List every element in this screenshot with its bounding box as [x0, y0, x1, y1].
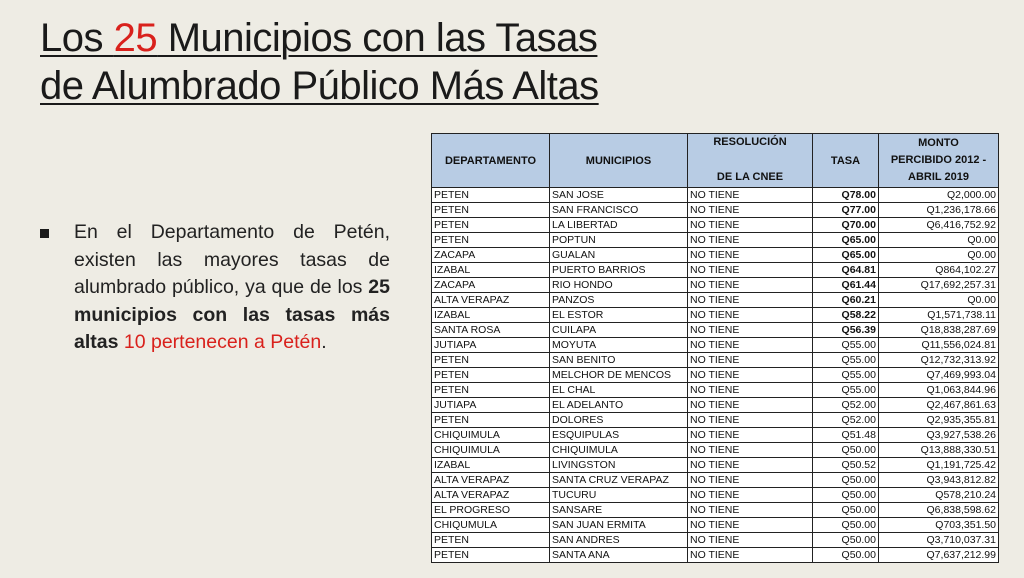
cell-departamento: JUTIAPA [432, 398, 550, 413]
header-resolucion: RESOLUCIÓN DE LA CNEE [688, 134, 813, 188]
table-row [432, 278, 999, 293]
slide-title [40, 14, 599, 110]
cell-departamento: IZABAL [432, 458, 550, 473]
cell-departamento: IZABAL [432, 308, 550, 323]
cell-resolucion: NO TIENE [688, 518, 813, 533]
cell-monto: Q18,838,287.69 [879, 323, 999, 338]
cell-monto: Q12,732,313.92 [879, 353, 999, 368]
cell-municipio: SAN ANDRES [550, 533, 688, 548]
title-line1-rest: Municipios con las Tasas [157, 16, 598, 60]
table-row [432, 353, 999, 368]
cell-municipio: ESQUIPULAS [550, 428, 688, 443]
cell-tasa: Q65.00 [813, 233, 879, 248]
cell-tasa: Q52.00 [813, 398, 879, 413]
cell-resolucion: NO TIENE [688, 503, 813, 518]
cell-departamento: IZABAL [432, 263, 550, 278]
cell-monto: Q3,927,538.26 [879, 428, 999, 443]
cell-departamento: PETEN [432, 383, 550, 398]
cell-monto: Q1,063,844.96 [879, 383, 999, 398]
cell-departamento: CHIQUIMULA [432, 443, 550, 458]
cell-municipio: CUILAPA [550, 323, 688, 338]
cell-tasa: Q78.00 [813, 188, 879, 203]
cell-tasa: Q50.00 [813, 518, 879, 533]
cell-municipio: EL ADELANTO [550, 398, 688, 413]
cell-departamento: PETEN [432, 533, 550, 548]
cell-monto: Q703,351.50 [879, 518, 999, 533]
cell-departamento: PETEN [432, 413, 550, 428]
cell-municipio: LA LIBERTAD [550, 218, 688, 233]
cell-departamento: PETEN [432, 218, 550, 233]
cell-tasa: Q55.00 [813, 338, 879, 353]
cell-monto: Q6,838,598.62 [879, 503, 999, 518]
cell-resolucion: NO TIENE [688, 428, 813, 443]
cell-municipio: MELCHOR DE MENCOS [550, 368, 688, 383]
cell-monto: Q6,416,752.92 [879, 218, 999, 233]
cell-monto: Q0.00 [879, 233, 999, 248]
table-row [432, 518, 999, 533]
cell-resolucion: NO TIENE [688, 323, 813, 338]
cell-departamento: PETEN [432, 548, 550, 563]
table-row [432, 398, 999, 413]
cell-departamento: CHIQUIMULA [432, 428, 550, 443]
table-row [432, 533, 999, 548]
cell-monto: Q864,102.27 [879, 263, 999, 278]
cell-departamento: SANTA ROSA [432, 323, 550, 338]
cell-monto: Q2,000.00 [879, 188, 999, 203]
cell-tasa: Q50.00 [813, 533, 879, 548]
cell-tasa: Q56.39 [813, 323, 879, 338]
table-row [432, 323, 999, 338]
table-row [432, 428, 999, 443]
cell-monto: Q578,210.24 [879, 488, 999, 503]
municipios-table [431, 133, 999, 563]
cell-monto: Q17,692,257.31 [879, 278, 999, 293]
cell-resolucion: NO TIENE [688, 443, 813, 458]
cell-resolucion: NO TIENE [688, 248, 813, 263]
table-row [432, 203, 999, 218]
table-row [432, 218, 999, 233]
cell-resolucion: NO TIENE [688, 458, 813, 473]
cell-municipio: SANSARE [550, 503, 688, 518]
bullet-end: . [321, 331, 327, 353]
table-row [432, 248, 999, 263]
cell-monto: Q2,467,861.63 [879, 398, 999, 413]
cell-resolucion: NO TIENE [688, 263, 813, 278]
cell-tasa: Q60.21 [813, 293, 879, 308]
cell-municipio: POPTUN [550, 233, 688, 248]
cell-monto: Q0.00 [879, 248, 999, 263]
cell-municipio: DOLORES [550, 413, 688, 428]
cell-monto: Q1,571,738.11 [879, 308, 999, 323]
cell-departamento: PETEN [432, 188, 550, 203]
cell-monto: Q3,943,812.82 [879, 473, 999, 488]
cell-monto: Q3,710,037.31 [879, 533, 999, 548]
cell-tasa: Q70.00 [813, 218, 879, 233]
table-row [432, 383, 999, 398]
cell-resolucion: NO TIENE [688, 398, 813, 413]
cell-tasa: Q77.00 [813, 203, 879, 218]
table-row [432, 263, 999, 278]
cell-municipio: PANZOS [550, 293, 688, 308]
cell-municipio: LIVINGSTON [550, 458, 688, 473]
bullet-bold-text: municipios con las tasas más altas [74, 303, 390, 353]
cell-resolucion: NO TIENE [688, 353, 813, 368]
cell-municipio: MOYUTA [550, 338, 688, 353]
cell-departamento: ALTA VERAPAZ [432, 473, 550, 488]
cell-monto: Q0.00 [879, 293, 999, 308]
cell-municipio: TUCURU [550, 488, 688, 503]
title-highlight-number: 25 [113, 16, 158, 60]
cell-municipio: SANTA ANA [550, 548, 688, 563]
bullet-bold-number: 25 [368, 276, 390, 298]
cell-departamento: PETEN [432, 203, 550, 218]
cell-tasa: Q52.00 [813, 413, 879, 428]
cell-tasa: Q50.00 [813, 503, 879, 518]
cell-monto: Q7,637,212.99 [879, 548, 999, 563]
cell-tasa: Q55.00 [813, 368, 879, 383]
cell-monto: Q1,236,178.66 [879, 203, 999, 218]
cell-tasa: Q50.00 [813, 488, 879, 503]
cell-monto: Q13,888,330.51 [879, 443, 999, 458]
cell-resolucion: NO TIENE [688, 383, 813, 398]
bullet-square-icon [40, 229, 49, 238]
cell-resolucion: NO TIENE [688, 218, 813, 233]
cell-municipio: EL CHAL [550, 383, 688, 398]
table-row [432, 458, 999, 473]
table-row [432, 338, 999, 353]
cell-tasa: Q51.48 [813, 428, 879, 443]
cell-departamento: PETEN [432, 353, 550, 368]
cell-departamento: PETEN [432, 368, 550, 383]
cell-resolucion: NO TIENE [688, 488, 813, 503]
cell-departamento: ZACAPA [432, 278, 550, 293]
cell-departamento: JUTIAPA [432, 338, 550, 353]
table-row [432, 488, 999, 503]
table-row [432, 548, 999, 563]
cell-municipio: EL ESTOR [550, 308, 688, 323]
table-row [432, 503, 999, 518]
cell-municipio: SAN JUAN ERMITA [550, 518, 688, 533]
cell-tasa: Q64.81 [813, 263, 879, 278]
cell-departamento: PETEN [432, 233, 550, 248]
cell-tasa: Q55.00 [813, 353, 879, 368]
cell-monto: Q11,556,024.81 [879, 338, 999, 353]
cell-resolucion: NO TIENE [688, 533, 813, 548]
bullet-text-intro: En el Departamento de Petén, existen las mayores tasas de alumbrado público, ya que de los [74, 221, 390, 298]
cell-tasa: Q61.44 [813, 278, 879, 293]
cell-resolucion: NO TIENE [688, 203, 813, 218]
bullet-red-text: pertenecen a Petén [150, 331, 322, 353]
cell-monto: Q1,191,725.42 [879, 458, 999, 473]
cell-tasa: Q65.00 [813, 248, 879, 263]
table-row [432, 293, 999, 308]
cell-resolucion: NO TIENE [688, 293, 813, 308]
cell-municipio: PUERTO BARRIOS [550, 263, 688, 278]
cell-tasa: Q55.00 [813, 383, 879, 398]
table-body [432, 188, 999, 563]
cell-municipio: SAN JOSE [550, 188, 688, 203]
cell-resolucion: NO TIENE [688, 308, 813, 323]
cell-municipio: SANTA CRUZ VERAPAZ [550, 473, 688, 488]
header-monto: MONTO PERCIBIDO 2012 - ABRIL 2019 [879, 134, 999, 188]
cell-municipio: SAN BENITO [550, 353, 688, 368]
cell-resolucion: NO TIENE [688, 368, 813, 383]
table-header-row [432, 134, 999, 188]
header-tasa: TASA [813, 134, 879, 188]
cell-departamento: ALTA VERAPAZ [432, 293, 550, 308]
header-municipios: MUNICIPIOS [550, 134, 688, 188]
cell-municipio: CHIQUIMULA [550, 443, 688, 458]
cell-resolucion: NO TIENE [688, 338, 813, 353]
bullet-text [74, 219, 390, 357]
title-line2: de Alumbrado Público Más Altas [40, 64, 599, 108]
cell-tasa: Q58.22 [813, 308, 879, 323]
cell-departamento: ALTA VERAPAZ [432, 488, 550, 503]
cell-tasa: Q50.00 [813, 548, 879, 563]
cell-resolucion: NO TIENE [688, 233, 813, 248]
cell-municipio: SAN FRANCISCO [550, 203, 688, 218]
header-departamento: DEPARTAMENTO [432, 134, 550, 188]
cell-resolucion: NO TIENE [688, 188, 813, 203]
cell-resolucion: NO TIENE [688, 473, 813, 488]
cell-tasa: Q50.00 [813, 443, 879, 458]
cell-monto: Q7,469,993.04 [879, 368, 999, 383]
cell-resolucion: NO TIENE [688, 413, 813, 428]
cell-departamento: ZACAPA [432, 248, 550, 263]
table-row [432, 188, 999, 203]
table-row [432, 233, 999, 248]
cell-departamento: CHIQUMULA [432, 518, 550, 533]
table-row [432, 308, 999, 323]
cell-monto: Q2,935,355.81 [879, 413, 999, 428]
bullet-point [40, 219, 390, 357]
bullet-red-number: 10 [118, 331, 146, 353]
table-row [432, 443, 999, 458]
table-row [432, 473, 999, 488]
cell-tasa: Q50.52 [813, 458, 879, 473]
cell-municipio: GUALAN [550, 248, 688, 263]
cell-resolucion: NO TIENE [688, 548, 813, 563]
table-row [432, 368, 999, 383]
table-row [432, 413, 999, 428]
cell-tasa: Q50.00 [813, 473, 879, 488]
cell-municipio: RIO HONDO [550, 278, 688, 293]
cell-departamento: EL PROGRESO [432, 503, 550, 518]
cell-resolucion: NO TIENE [688, 278, 813, 293]
title-prefix: Los [40, 16, 114, 60]
